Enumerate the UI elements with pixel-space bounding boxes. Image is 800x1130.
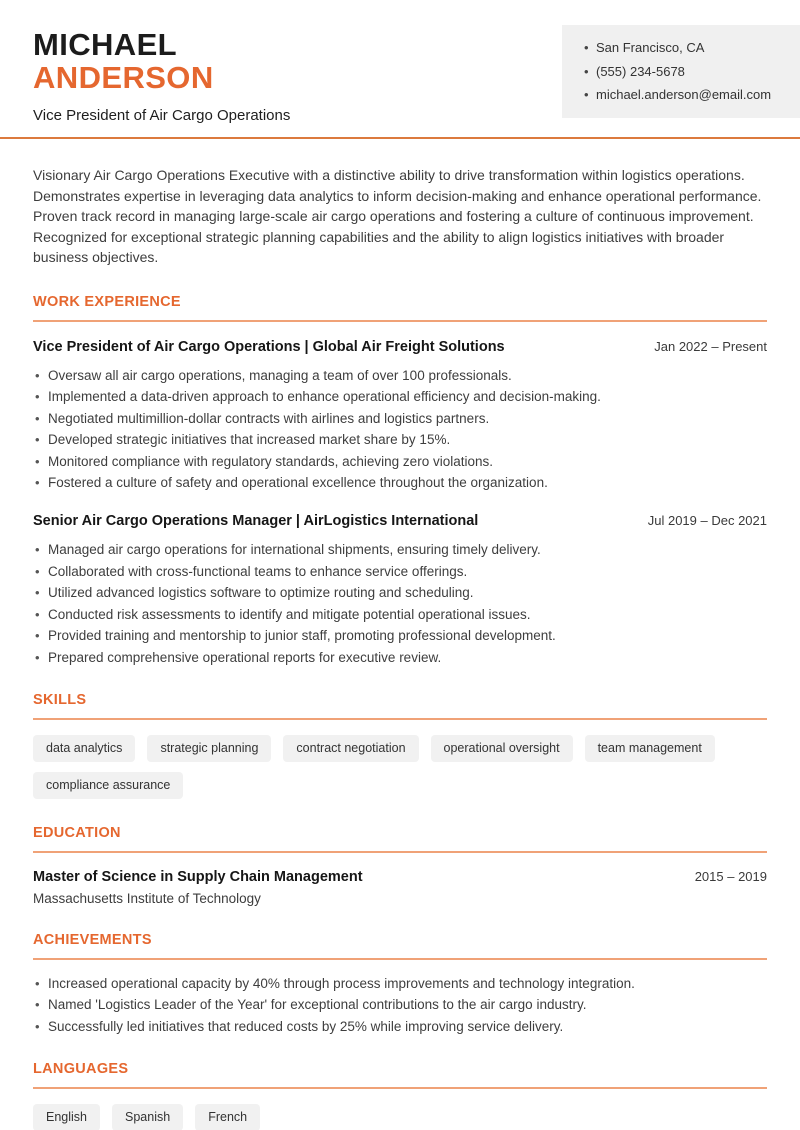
section-skills <box>33 692 767 799</box>
job-dates: Jul 2019 – Dec 2021 <box>647 513 767 528</box>
job-entry <box>33 339 767 492</box>
achievements-heading: ACHIEVEMENTS <box>33 932 767 960</box>
job-header <box>33 339 767 355</box>
summary-paragraph: Visionary Air Cargo Operations Executive with a distinctive ability to drive transformation within logistics operations. Demonstrates expertise in leveraging data analytics to inform decision-making and enhance operational performance. Proven track record in managing large-scale air cargo operations and fostering a culture of continuous improvement. Recognized for exceptional strategic planning capabilities and the ability to align logistics initiatives with broader business objectives. <box>33 167 762 265</box>
achievement-bullet: • Named 'Logistics Leader of the Year' for exceptional contributions to the air cargo industry. <box>33 997 767 1013</box>
first-name: MICHAEL <box>33 27 178 62</box>
languages-heading: LANGUAGES <box>33 1061 767 1089</box>
section-education <box>33 825 767 906</box>
job-bullet: • Collaborated with cross-functional teams to enhance service offerings. <box>33 564 767 580</box>
work-experience-heading: WORK EXPERIENCE <box>33 294 767 322</box>
education-entry <box>33 869 767 906</box>
job-bullet: • Negotiated multimillion-dollar contracts with airlines and logistics partners. <box>33 411 767 427</box>
contact-item: • San Francisco, CA <box>584 36 786 60</box>
education-heading: EDUCATION <box>33 825 767 853</box>
language-tag: English <box>33 1104 100 1130</box>
job-dates: Jan 2022 – Present <box>654 338 767 354</box>
job-bullet: • Monitored compliance with regulatory standards, achieving zero violations. <box>33 454 767 470</box>
resume-body <box>0 165 800 1130</box>
job-header <box>33 513 767 529</box>
job-bullet: • Conducted risk assessments to identify and mitigate potential operational issues. <box>33 607 767 623</box>
job-bullet: • Managed air cargo operations for international shipments, ensuring timely delivery. <box>33 542 767 558</box>
contact-list <box>584 36 786 107</box>
job-bullet-list <box>33 542 767 666</box>
contact-card <box>562 25 800 118</box>
job-bullet: • Utilized advanced logistics software to optimize routing and scheduling. <box>33 585 767 601</box>
skill-tag: operational oversight <box>431 735 573 762</box>
contact-item: • (555) 234-5678 <box>584 60 786 84</box>
header-job-title: Vice President of Air Cargo Operations <box>33 107 291 124</box>
section-achievements <box>33 932 767 1035</box>
job-title: Senior Air Cargo Operations Manager | AirLogistics International <box>33 513 479 529</box>
school-name: Massachusetts Institute of Technology <box>33 890 261 906</box>
last-name: ANDERSON <box>33 60 214 95</box>
skill-tag: data analytics <box>33 735 135 762</box>
header-divider <box>0 137 800 139</box>
section-languages <box>33 1061 767 1130</box>
job-bullet: • Oversaw all air cargo operations, managing a team of over 100 professionals. <box>33 368 767 384</box>
job-bullet-list <box>33 368 767 492</box>
achievement-bullet: • Successfully led initiatives that reduced costs by 25% while improving service delivery. <box>33 1019 767 1035</box>
skill-tag: compliance assurance <box>33 772 183 799</box>
achievement-bullet-list <box>33 976 767 1035</box>
job-bullet: • Provided training and mentorship to junior staff, promoting professional development. <box>33 628 767 644</box>
degree-title: Master of Science in Supply Chain Management <box>33 868 363 885</box>
job-entry <box>33 513 767 666</box>
language-tag: Spanish <box>112 1104 183 1130</box>
language-tag: French <box>195 1104 260 1130</box>
job-bullet: • Developed strategic initiatives that increased market share by 15%. <box>33 432 767 448</box>
job-bullet: • Fostered a culture of safety and operational excellence throughout the organization. <box>33 475 767 491</box>
job-bullet: • Implemented a data-driven approach to enhance operational efficiency and decision-making. <box>33 389 767 405</box>
education-header <box>33 869 767 885</box>
skill-tag-list <box>33 735 767 799</box>
language-tag-list <box>33 1104 767 1130</box>
skills-heading: SKILLS <box>33 692 767 720</box>
job-title: Vice President of Air Cargo Operations | Global Air Freight Solutions <box>33 338 505 355</box>
skill-tag: contract negotiation <box>283 735 418 762</box>
section-work-experience <box>33 294 767 666</box>
resume-header <box>0 0 800 124</box>
skill-tag: strategic planning <box>147 735 271 762</box>
contact-item: • michael.anderson@email.com <box>584 83 786 107</box>
achievement-bullet: • Increased operational capacity by 40% through process improvements and technology integration. <box>33 976 767 992</box>
skill-tag: team management <box>585 735 715 762</box>
job-bullet: • Prepared comprehensive operational reports for executive review. <box>33 650 767 666</box>
education-dates: 2015 – 2019 <box>694 868 767 884</box>
